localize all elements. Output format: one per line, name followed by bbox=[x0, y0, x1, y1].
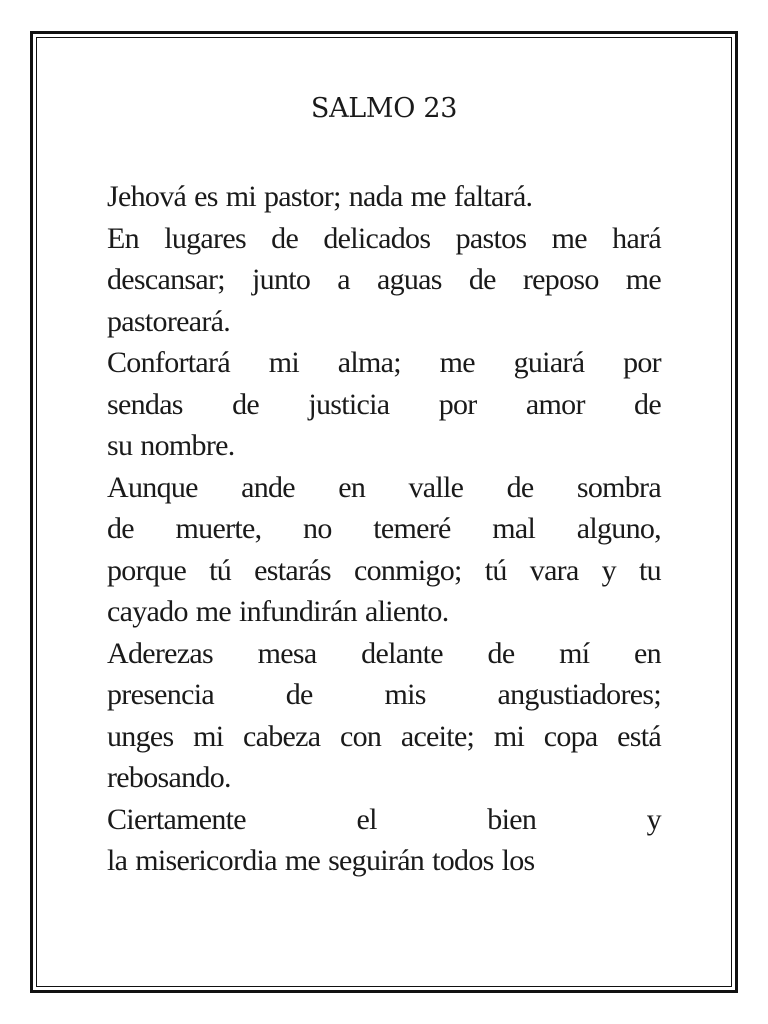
verse bbox=[107, 176, 661, 218]
word: mi bbox=[193, 719, 224, 753]
verse-line bbox=[107, 799, 661, 841]
word: descansar; bbox=[107, 263, 225, 296]
word: de bbox=[271, 221, 299, 255]
word: pastos bbox=[455, 221, 527, 255]
word: en bbox=[634, 636, 661, 670]
word: misericordia bbox=[135, 844, 277, 877]
word: me bbox=[410, 180, 446, 213]
verse-line bbox=[107, 716, 661, 758]
verse bbox=[107, 633, 661, 799]
verse-line bbox=[107, 176, 661, 218]
verse bbox=[107, 799, 661, 882]
word: me bbox=[195, 595, 232, 628]
word: por bbox=[623, 346, 661, 379]
word: me bbox=[439, 346, 475, 379]
word: está bbox=[617, 719, 661, 753]
word: En bbox=[107, 221, 139, 255]
word: sendas bbox=[107, 387, 183, 421]
verse-line bbox=[107, 674, 661, 716]
word: con bbox=[340, 719, 382, 753]
word: guiará bbox=[513, 346, 585, 379]
word: infundirán bbox=[239, 595, 357, 628]
word: de bbox=[506, 470, 534, 504]
word: la bbox=[107, 844, 128, 877]
word: mesa bbox=[257, 636, 317, 670]
word: Ciertamente bbox=[107, 802, 246, 836]
psalm-text bbox=[107, 176, 661, 882]
word: en bbox=[338, 470, 366, 504]
word: no bbox=[303, 512, 332, 545]
word: me bbox=[551, 221, 587, 255]
verse-line bbox=[107, 757, 661, 799]
word: junto bbox=[252, 263, 311, 296]
verse-line bbox=[107, 550, 661, 592]
word: alma; bbox=[337, 346, 401, 379]
verse bbox=[107, 342, 661, 467]
verse-line bbox=[107, 259, 661, 301]
word: delicados bbox=[323, 221, 431, 255]
word: temeré bbox=[373, 512, 451, 545]
word: mi bbox=[268, 346, 299, 379]
verse-line bbox=[107, 218, 661, 260]
word: copa bbox=[543, 719, 598, 753]
word: tu bbox=[639, 553, 661, 587]
word: hará bbox=[612, 221, 661, 255]
word: unges bbox=[107, 719, 174, 753]
word: de bbox=[232, 387, 260, 421]
word: sombra bbox=[576, 470, 661, 504]
word: mal bbox=[492, 512, 536, 545]
word: de bbox=[468, 263, 496, 296]
word: cabeza bbox=[243, 719, 321, 753]
verse-line bbox=[107, 508, 661, 550]
word: todos bbox=[432, 844, 494, 877]
word: angustiadores; bbox=[497, 678, 661, 711]
word: y bbox=[646, 802, 661, 836]
page-title: SALMO 23 bbox=[310, 93, 458, 124]
word: pastoreará. bbox=[107, 304, 231, 338]
verse-line bbox=[107, 467, 661, 509]
word: aliento. bbox=[364, 595, 449, 628]
verse-line bbox=[107, 384, 661, 426]
word: faltará. bbox=[453, 180, 533, 213]
word: me bbox=[625, 263, 661, 296]
word: presencia bbox=[107, 678, 214, 711]
word: Aunque bbox=[107, 470, 198, 504]
verse-line bbox=[107, 342, 661, 384]
word: reposo bbox=[522, 263, 599, 296]
word: de bbox=[634, 387, 661, 421]
word: los bbox=[501, 844, 535, 877]
verse-line bbox=[107, 301, 661, 343]
word: de bbox=[285, 678, 313, 711]
word: seguirán bbox=[328, 844, 425, 877]
word: tú bbox=[209, 553, 232, 587]
word: amor bbox=[525, 387, 585, 421]
word: Jehová bbox=[107, 180, 187, 213]
word: lugares bbox=[164, 221, 246, 255]
word: alguno, bbox=[576, 512, 661, 545]
word: me bbox=[284, 844, 321, 877]
word: aguas bbox=[376, 263, 442, 296]
verse bbox=[107, 467, 661, 633]
word: nombre. bbox=[140, 429, 235, 462]
word: a bbox=[337, 263, 350, 296]
verse-line bbox=[107, 591, 661, 633]
word: estarás bbox=[254, 553, 331, 587]
verse-line bbox=[107, 840, 661, 882]
verse-line bbox=[107, 633, 661, 675]
word: pastor; bbox=[263, 180, 341, 213]
word: nada bbox=[348, 180, 403, 213]
word: justicia bbox=[308, 387, 390, 421]
word: valle bbox=[408, 470, 464, 504]
word: mi bbox=[225, 180, 256, 213]
word: Confortará bbox=[107, 346, 230, 379]
word: mí bbox=[559, 636, 590, 670]
word: es bbox=[194, 180, 218, 213]
word: conmigo; bbox=[353, 553, 462, 587]
word: vara bbox=[529, 553, 579, 587]
word: porque bbox=[107, 553, 187, 587]
word: cayado bbox=[107, 595, 188, 628]
word: mi bbox=[493, 719, 525, 753]
word: tú bbox=[484, 553, 507, 587]
word: por bbox=[438, 387, 477, 421]
word: aceite; bbox=[400, 719, 475, 753]
verse-line bbox=[107, 425, 661, 467]
word: de bbox=[107, 512, 134, 545]
word: rebosando. bbox=[107, 761, 231, 794]
word: y bbox=[601, 553, 616, 587]
word: delante bbox=[361, 636, 443, 670]
word: bien bbox=[487, 802, 537, 836]
word: Aderezas bbox=[107, 636, 213, 670]
word: ande bbox=[241, 470, 295, 504]
word: el bbox=[356, 802, 377, 836]
word: de bbox=[487, 636, 515, 670]
verse bbox=[107, 218, 661, 343]
word: su bbox=[107, 429, 133, 462]
word: mis bbox=[384, 678, 426, 711]
word: muerte, bbox=[175, 512, 262, 545]
